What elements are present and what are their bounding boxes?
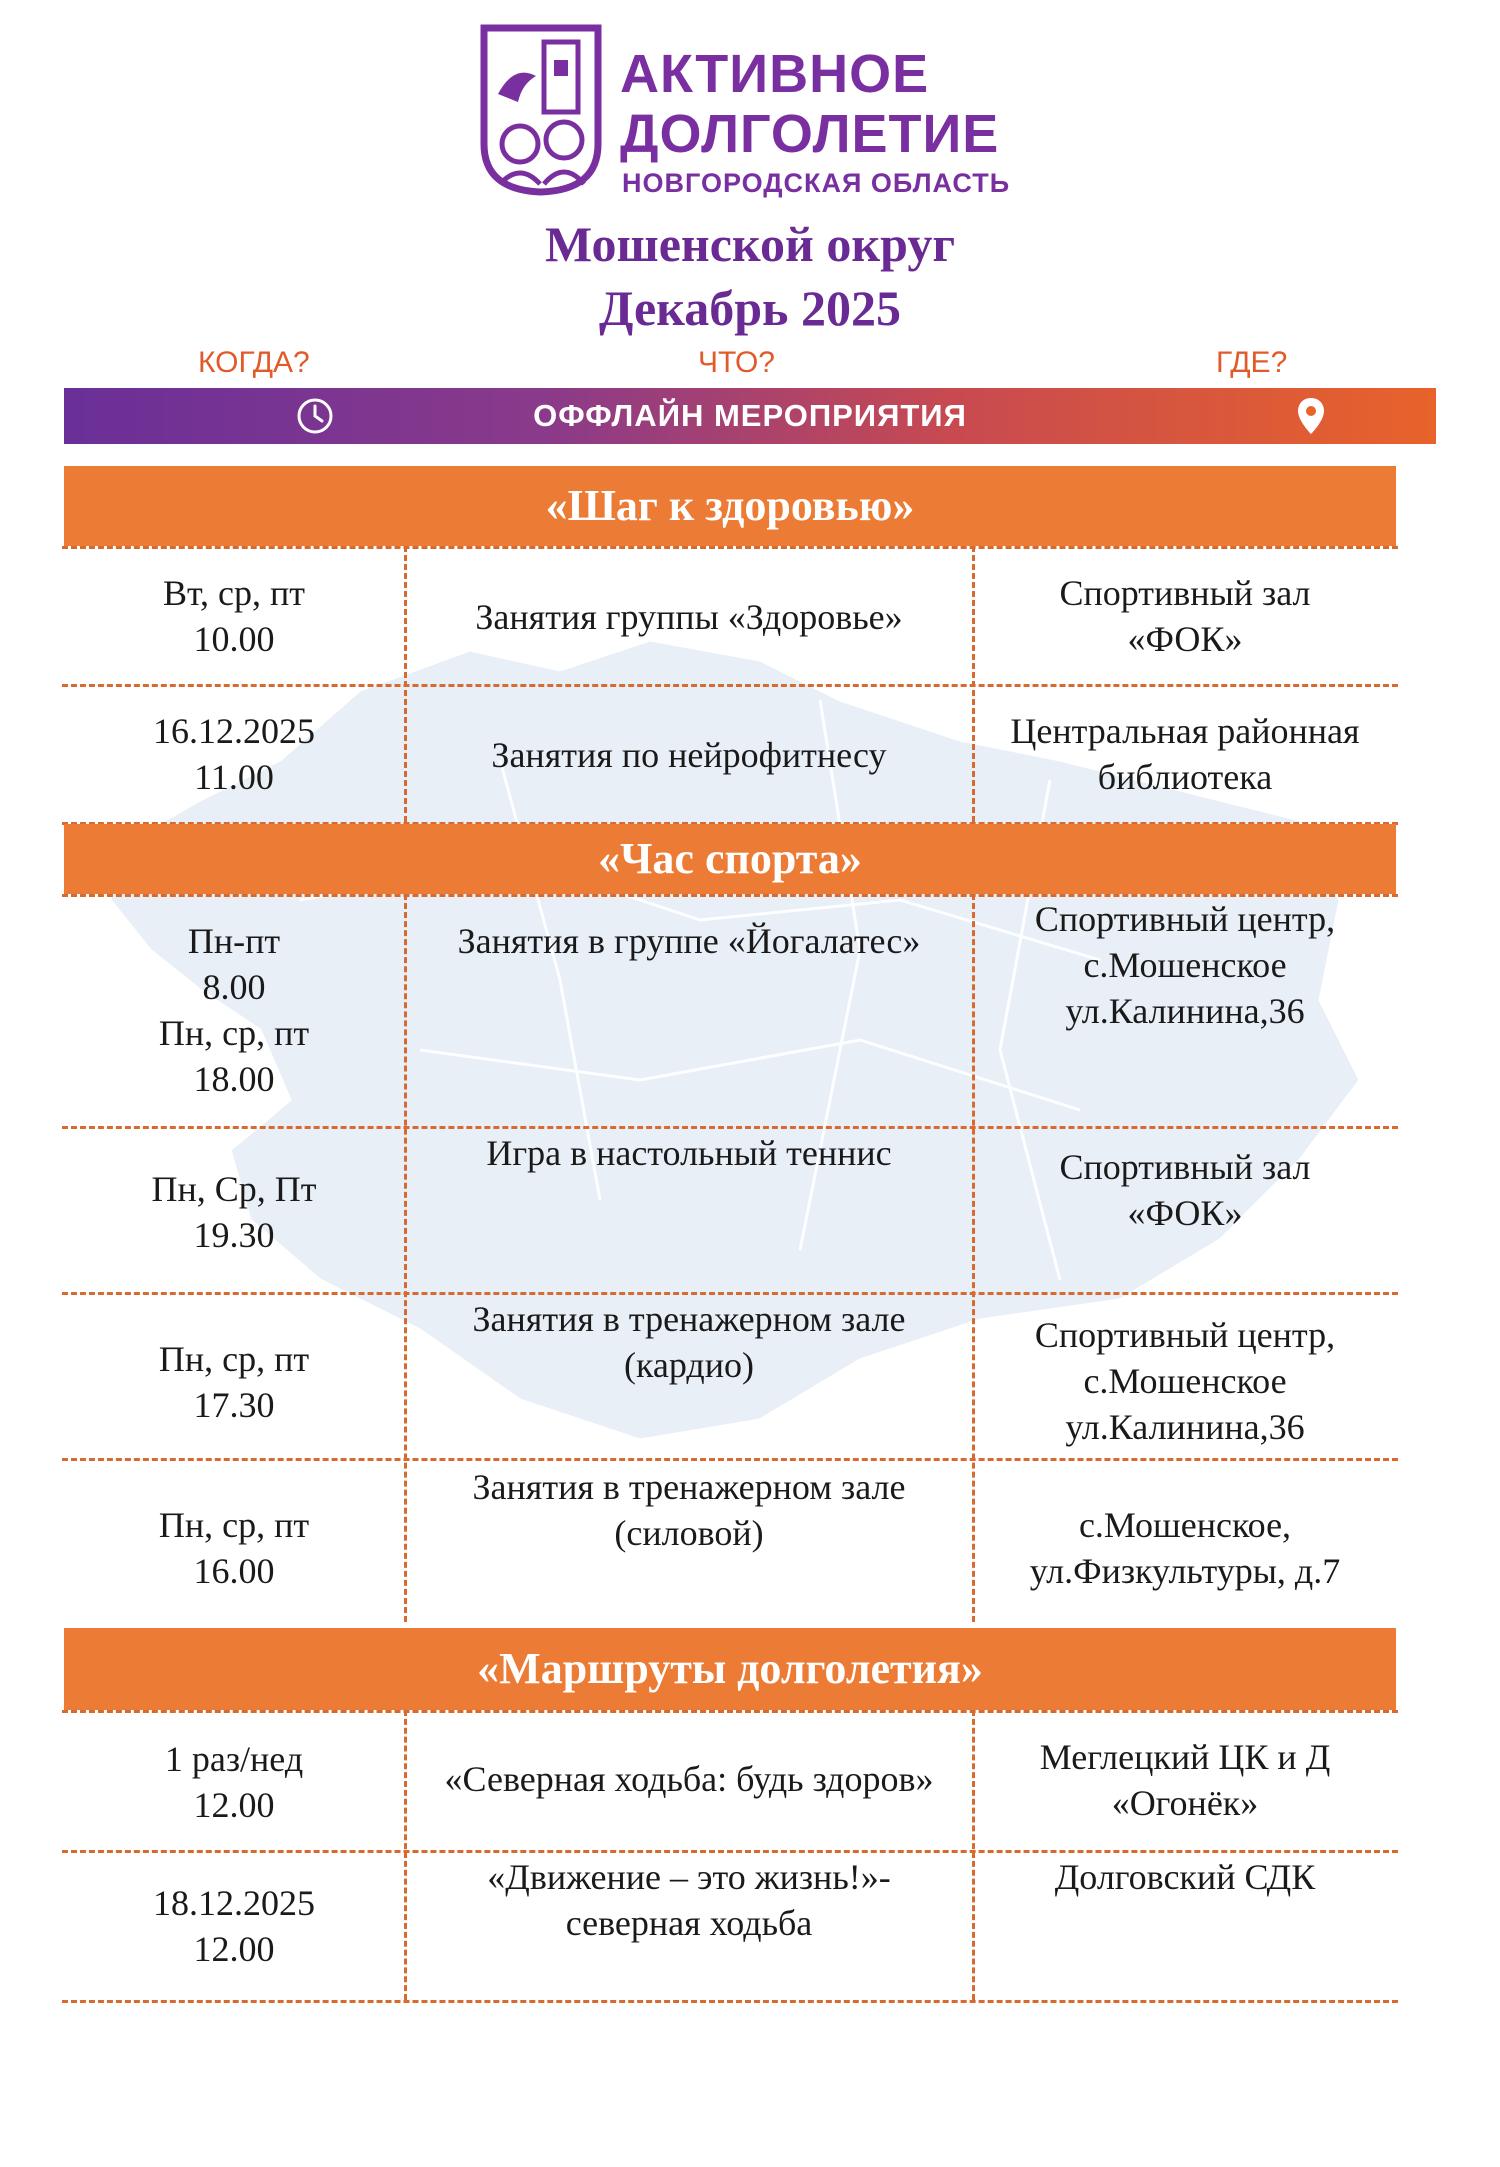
table-cell-what: «Движение – это жизнь!»- северная ходьба	[487, 1857, 891, 1943]
table-cell-where: с.Мошенское, ул.Физкультуры, д.7	[1029, 1505, 1341, 1591]
table-cell-when: Пн-пт 8.00 Пн, ср, пт 18.00	[158, 921, 310, 1099]
table-cell-where: Меглецкий ЦК и Д «Огонёк»	[1039, 1737, 1331, 1823]
logo-emblem-icon	[478, 24, 604, 196]
logo-text-line3: НОВГОРОДСКАЯ ОБЛАСТЬ	[622, 168, 1011, 198]
table-cell-what: Занятия в группе «Йогалатес»	[457, 921, 921, 961]
row-divider	[62, 1292, 1398, 1295]
when-label: КОГДА?	[198, 346, 310, 379]
table-cell-where: Долговский СДК	[1054, 1857, 1316, 1897]
logo	[478, 24, 1038, 199]
banner-label: ОФФЛАЙН МЕРОПРИЯТИЯ	[533, 398, 967, 433]
section-header-sport-hour: «Час спорта»	[64, 824, 1396, 894]
section-header-longevity-routes: «Маршруты долголетия»	[64, 1628, 1396, 1710]
column-divider	[404, 546, 407, 822]
offline-events-banner	[64, 388, 1436, 444]
where-label: ГДЕ?	[1216, 346, 1288, 379]
table-cell-when: Пн, ср, пт 17.30	[158, 1339, 310, 1425]
location-pin-icon	[1296, 396, 1326, 436]
row-divider	[62, 1850, 1398, 1853]
table-cell-when: Вт, ср, пт 10.00	[162, 573, 305, 659]
section-header-health-step: «Шаг к здоровью»	[64, 466, 1396, 546]
table-cell-where: Спортивный центр, с.Мошенское ул.Калинина,36	[1034, 899, 1336, 1031]
table-cell-what: Игра в настольный теннис	[486, 1133, 892, 1173]
row-divider	[62, 1126, 1398, 1129]
table-cell-where: Спортивный зал «ФОК»	[1059, 573, 1311, 659]
logo-text-line2: ДОЛГОЛЕТИЕ	[620, 104, 1000, 164]
table-cell-when: 1 раз/нед 12.00	[164, 1739, 304, 1825]
table-cell-where: Центральная районная библиотека	[1010, 711, 1360, 797]
row-divider	[62, 1710, 1398, 1713]
table-cell-what: «Северная ходьба: будь здоров»	[444, 1759, 934, 1799]
table-cell-when: Пн, ср, пт 16.00	[158, 1505, 310, 1591]
row-divider	[62, 684, 1398, 687]
table-cell-when: 18.12.2025 12.00	[153, 1883, 315, 1969]
row-divider	[62, 1458, 1398, 1461]
table-cell-when: 16.12.2025 11.00	[153, 711, 315, 797]
table-cell-what: Занятия в тренажерном зале (силовой)	[472, 1467, 906, 1553]
table-cell-what: Занятия по нейрофитнесу	[491, 735, 887, 775]
table-cell-where: Спортивный центр, с.Мошенское ул.Калинина,36	[1034, 1315, 1336, 1447]
table-cell-where: Спортивный зал «ФОК»	[1059, 1147, 1311, 1233]
logo-text-line1: АКТИВНОЕ	[620, 44, 930, 104]
page-subtitle: Декабрь 2025	[598, 280, 901, 336]
row-divider	[62, 546, 1398, 549]
row-divider	[62, 2000, 1398, 2003]
table-cell-when: Пн, Ср, Пт 19.30	[151, 1169, 317, 1255]
table-cell-what: Занятия группы «Здоровье»	[475, 597, 903, 637]
page-title: Мошенской округ	[544, 216, 956, 272]
table-cell-what: Занятия в тренажерном зале (кардио)	[472, 1299, 906, 1385]
what-label: ЧТО?	[698, 346, 775, 379]
